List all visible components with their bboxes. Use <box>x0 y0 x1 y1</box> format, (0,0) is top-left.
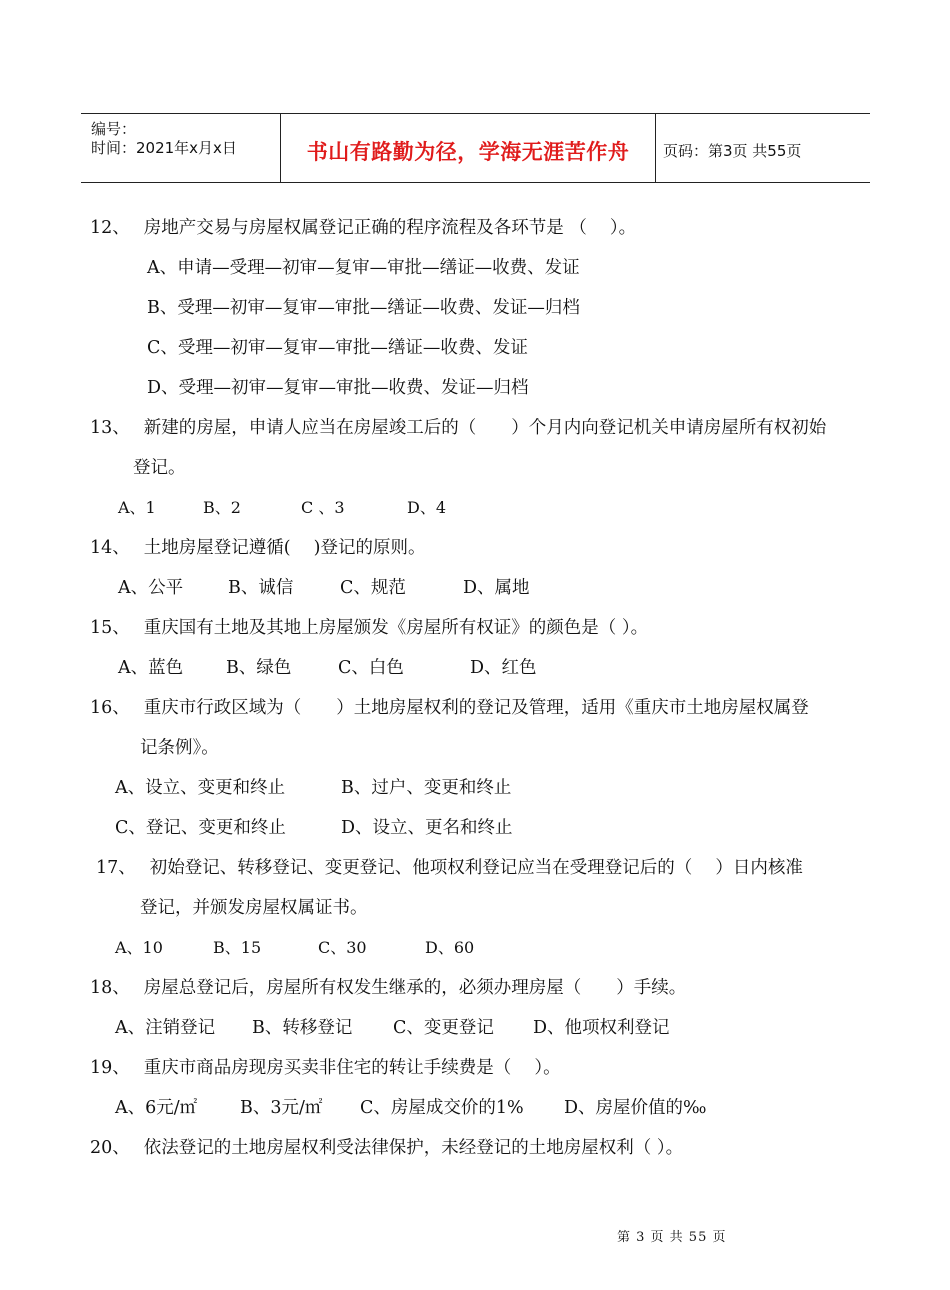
option-a: A、申请—受理—初审—复审—审批—缮证—收费、发证 <box>147 258 580 278</box>
option-c: C、规范 <box>340 578 406 598</box>
question-continuation: 登记，并颁发房屋权属证书。 <box>140 898 368 918</box>
option-a: A、10 <box>115 938 163 957</box>
option-a: A、蓝色 <box>118 658 184 678</box>
question-number: 12、 <box>90 218 130 238</box>
question-number: 20、 <box>90 1138 130 1158</box>
question-number: 16、 <box>90 698 130 718</box>
question-number: 17、 <box>96 858 136 878</box>
option-a: A、注销登记 <box>115 1018 216 1038</box>
option-c: C、房屋成交价的1% <box>360 1098 524 1118</box>
option-a: A、6元/㎡ <box>115 1098 198 1118</box>
question-17 <box>96 857 803 879</box>
option-b: B、2 <box>203 498 241 517</box>
option-a: A、设立、变更和终止 <box>115 778 286 798</box>
question-text: 重庆市商品房现房买卖非住宅的转让手续费是（ ）。 <box>143 1058 561 1078</box>
option-b: B、绿色 <box>226 658 292 678</box>
header-info-cell <box>81 114 280 182</box>
question-text: 房地产交易与房屋权属登记正确的程序流程及各环节是 （ ）。 <box>143 218 637 238</box>
option-d: D、60 <box>425 938 475 957</box>
question-text: 新建的房屋，申请人应当在房屋竣工后的（ ）个月内向登记机关申请房屋所有权初始 <box>143 418 827 438</box>
question-12 <box>90 217 636 239</box>
question-19 <box>90 1057 561 1079</box>
header-motto-cell <box>280 114 656 182</box>
question-text: 初始登记、转移登记、变更登记、他项权利登记应当在受理登记后的（ ）日内核准 <box>149 858 803 878</box>
motto: 书山有路勤为径，学海无涯苦作舟 <box>306 140 630 164</box>
question-20 <box>90 1137 683 1159</box>
header-page-cell <box>655 114 870 182</box>
option-c: C 、3 <box>301 498 345 517</box>
option-b: B、诚信 <box>228 578 294 598</box>
option-b: B、受理—初审—复审—审批—缮证—收费、发证—归档 <box>147 298 580 318</box>
question-number: 18、 <box>90 978 130 998</box>
question-number: 13、 <box>90 418 130 438</box>
option-d: D、他项权利登记 <box>533 1018 670 1038</box>
question-text: 依法登记的土地房屋权利受法律保护，未经登记的土地房屋权利（ ）。 <box>143 1138 684 1158</box>
page-header <box>81 113 870 183</box>
question-16 <box>90 697 809 719</box>
option-d: D、受理—初审—复审—审批—收费、发证—归档 <box>147 378 529 398</box>
question-continuation: 登记。 <box>133 458 186 478</box>
option-a: A、公平 <box>118 578 184 598</box>
question-15 <box>90 617 648 639</box>
option-d: D、4 <box>407 498 447 517</box>
option-d: D、红色 <box>470 658 537 678</box>
page-number-label: 页码：第3页 共55页 <box>663 142 802 160</box>
question-18 <box>90 977 686 999</box>
question-number: 15、 <box>90 618 130 638</box>
option-c: C、受理—初审—复审—审批—缮证—收费、发证 <box>147 338 528 358</box>
option-d: D、房屋价值的‰ <box>564 1098 707 1118</box>
option-b: B、3元/㎡ <box>240 1098 323 1118</box>
question-text: 房屋总登记后，房屋所有权发生继承的，必须办理房屋（ ）手续。 <box>143 978 687 998</box>
option-b: B、过户、变更和终止 <box>341 778 512 798</box>
option-d: D、属地 <box>463 578 530 598</box>
option-a: A、1 <box>118 498 156 517</box>
option-b: B、转移登记 <box>252 1018 353 1038</box>
option-c: C、30 <box>318 938 367 957</box>
option-d: D、设立、更名和终止 <box>341 818 513 838</box>
option-c: C、白色 <box>338 658 404 678</box>
question-continuation: 记条例》。 <box>140 738 219 758</box>
question-text: 土地房屋登记遵循( )登记的原则。 <box>143 538 426 558</box>
option-c: C、登记、变更和终止 <box>115 818 286 838</box>
question-number: 19、 <box>90 1058 130 1078</box>
code-label: 编号： <box>91 120 137 138</box>
question-text: 重庆市行政区域为（ ）土地房屋权利的登记及管理，适用《重庆市土地房屋权属登 <box>143 698 809 718</box>
question-13 <box>90 417 826 439</box>
question-number: 14、 <box>90 538 130 558</box>
option-c: C、变更登记 <box>393 1018 494 1038</box>
time-label: 时间：2021年x月x日 <box>91 139 237 157</box>
page-footer: 第 3 页 共 55 页 <box>617 1230 727 1245</box>
question-text: 重庆国有土地及其地上房屋颁发《房屋所有权证》的颜色是（ ）。 <box>143 618 649 638</box>
option-b: B、15 <box>213 938 262 957</box>
question-14 <box>90 537 426 559</box>
